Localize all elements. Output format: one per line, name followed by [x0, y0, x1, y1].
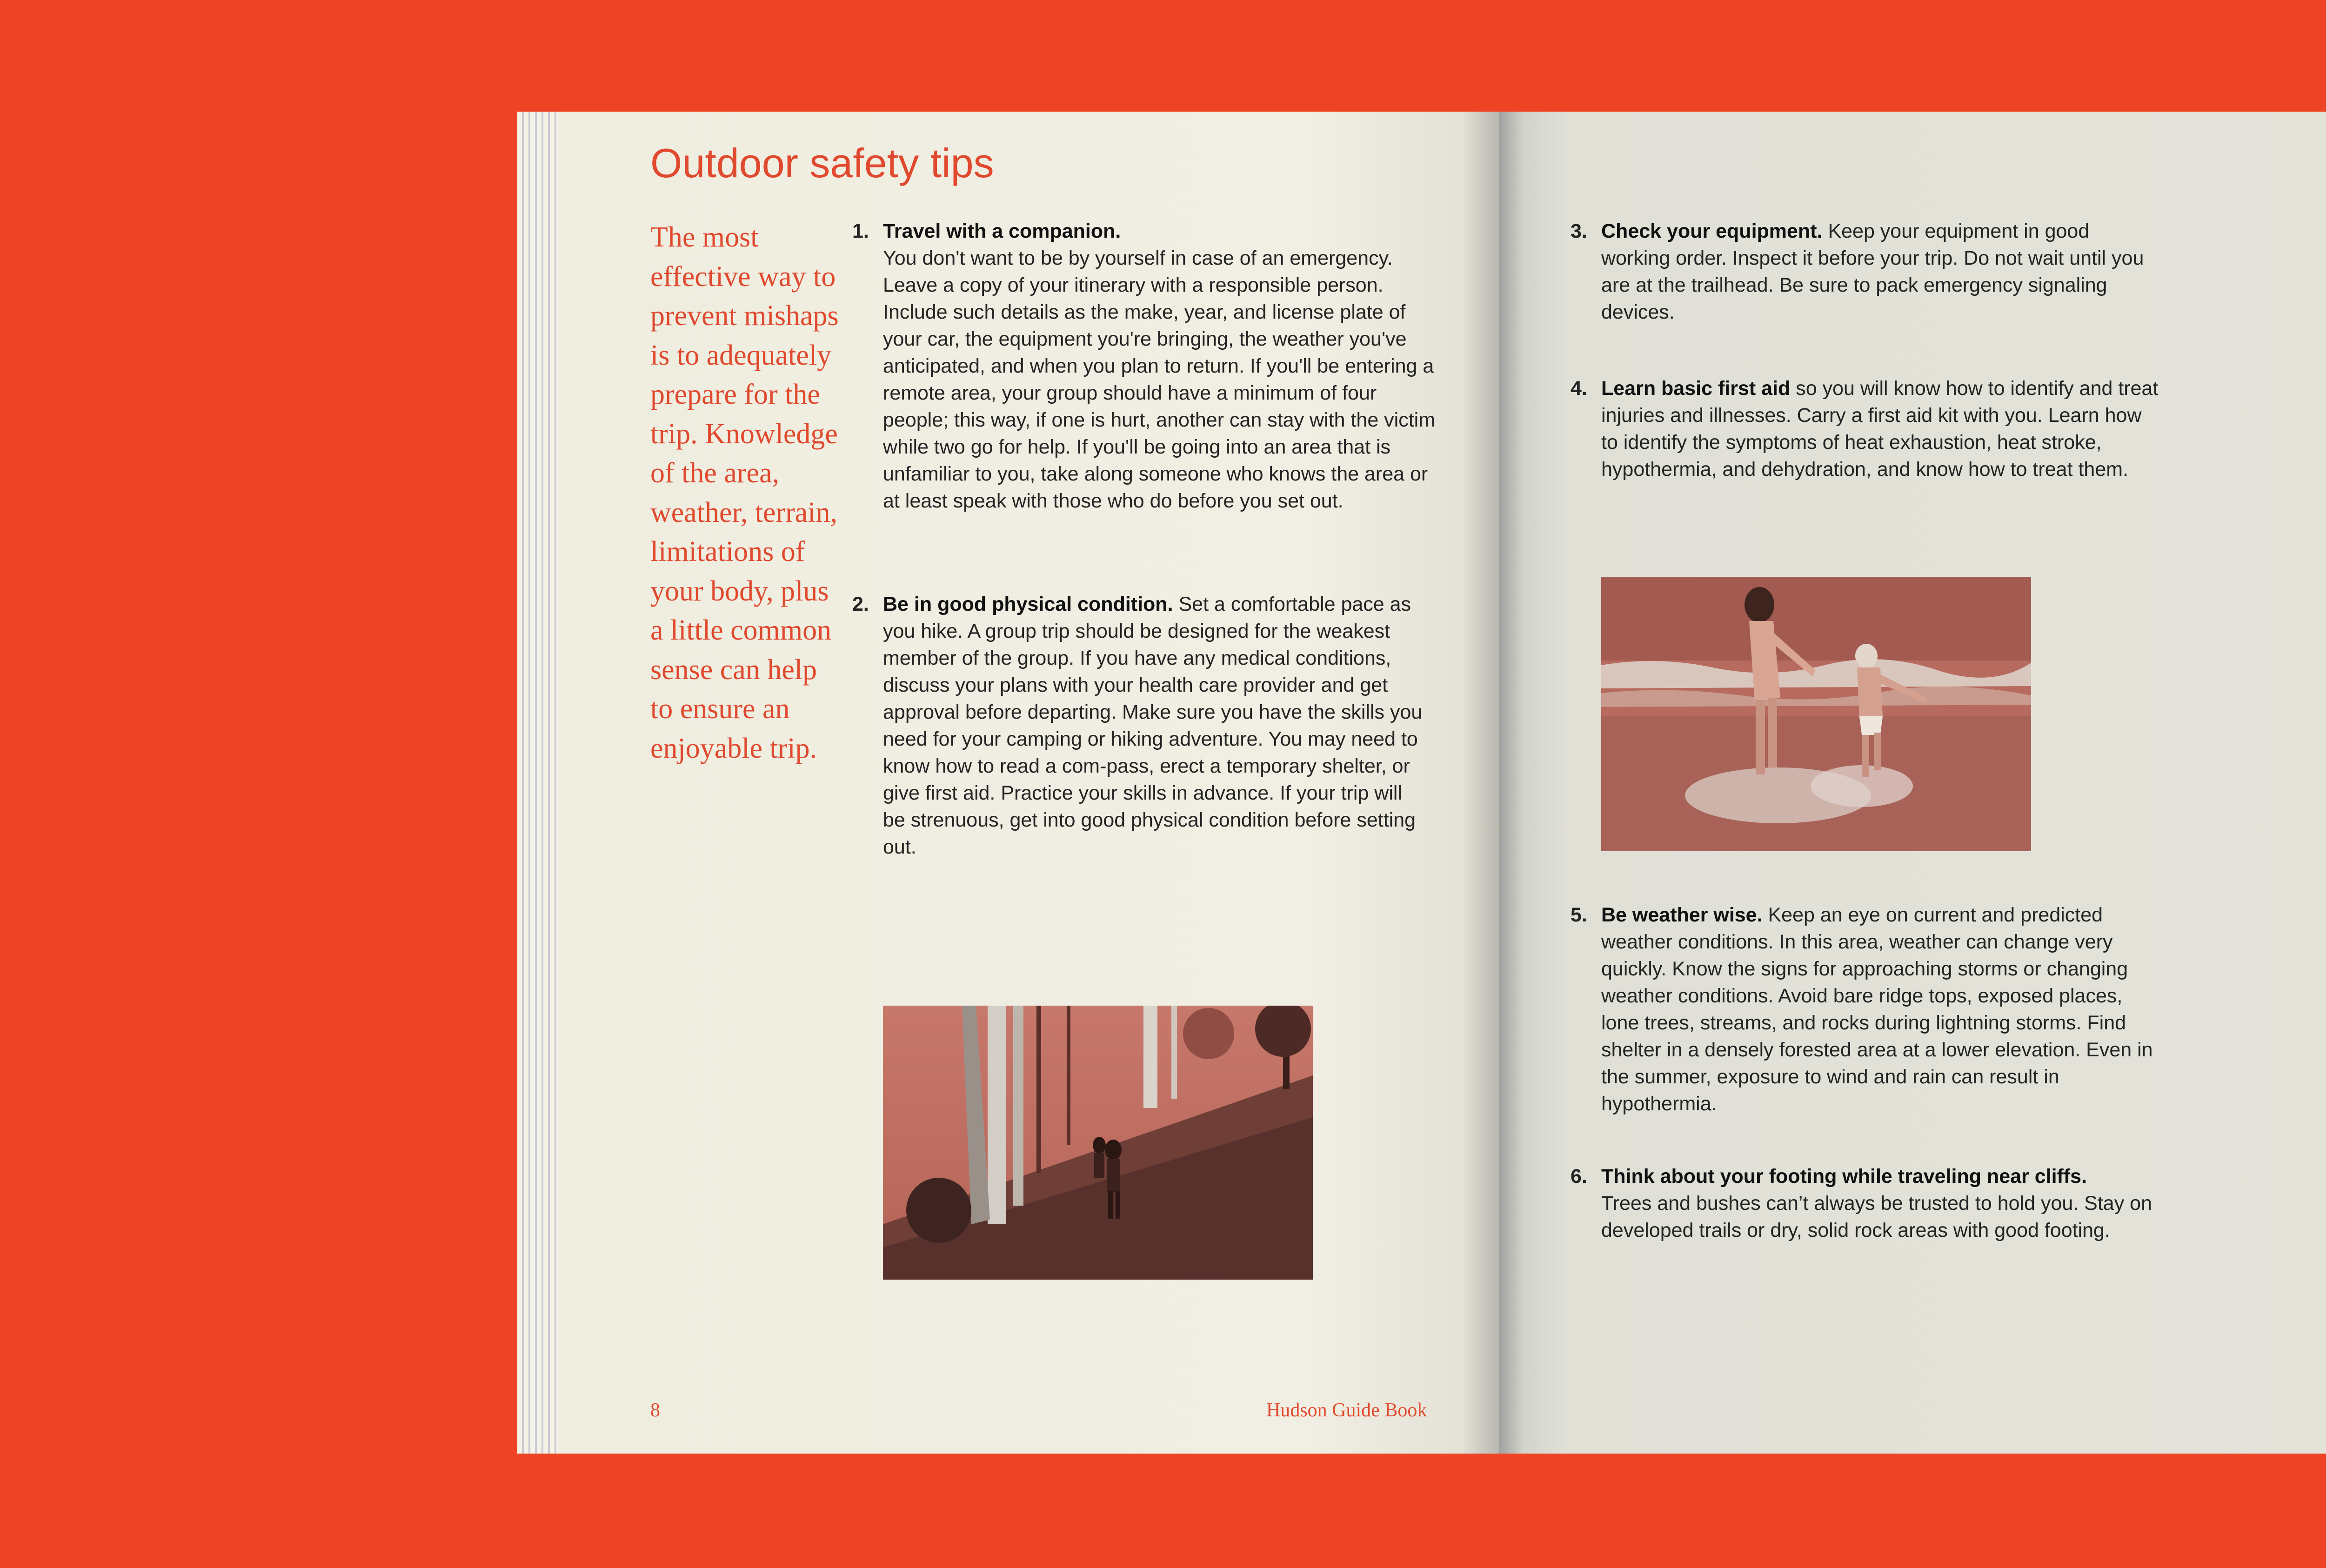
- left-page: [559, 112, 1499, 1454]
- tip-number: 4.: [1571, 377, 1587, 400]
- page-edges-left: [517, 112, 559, 1454]
- tip-body: Keep your equipment in good working order. Inspect it before your trip. Do not wait until you are at the trailhead. Be sure to pack emergency signaling devices.: [1601, 220, 2144, 323]
- tip-5: [1571, 901, 2159, 1117]
- page-number-left: 8: [650, 1400, 660, 1421]
- tip-heading: Be in good physical condition.: [883, 593, 1173, 615]
- tip-number: 3.: [1571, 220, 1587, 242]
- tip-number: 6.: [1571, 1165, 1587, 1188]
- tip-body: Trees and bushes can’t always be trusted to hold you. Stay on developed trails or dry, solid rock areas with good footing.: [1601, 1192, 2152, 1241]
- tip-3: [1571, 218, 2159, 326]
- tip-body: You don't want to be by yourself in case of an emergency. Leave a copy of your itinerary with a responsible person. Include such details as the make, year, and license plate of your car, the equipment you're bringing, the weather you've anticipated, and when you plan to return. If you'll be entering a remote area, your group should have a minimum of four people; this way, if one is hurt, another can stay with the victim while two go for help. If you'll be going into an area that is unfamiliar to you, take along someone who knows the area or at least speak with those who do before you set out.: [883, 247, 1436, 512]
- tip-4: [1571, 375, 2159, 483]
- tip-number: 5.: [1571, 904, 1587, 926]
- tip-body: Keep an eye on current and predicted weather conditions. In this area, weather can change very quickly. Know the signs for approaching storms or changing weather conditions. Avoid bare ridge tops, exposed places, lone trees, streams, and rocks during lightning storms. Find shelter in a densely forested area at a lower elevation. Even in the summer, exposure to wind and rain can result in hypothermia.: [1601, 904, 2153, 1115]
- open-booklet: [517, 112, 2326, 1454]
- right-page: [1499, 112, 2326, 1454]
- tip-number: 2.: [852, 593, 869, 615]
- photo-hikers-on-hillside: [883, 1006, 1313, 1280]
- tip-2: [852, 591, 1427, 861]
- page-title: Outdoor safety tips: [650, 140, 994, 186]
- tip-body: so you will know how to identify and treat injuries and illnesses. Carry a first aid kit with you. Learn how to identify the symptoms of heat exhaustion, heat stroke, hypothermia, and dehydration, and know how to treat them.: [1601, 377, 2159, 480]
- tip-heading: Travel with a companion.: [883, 220, 1121, 242]
- running-footer: Hudson Guide Book: [1266, 1400, 1427, 1421]
- tip-heading: Be weather wise.: [1601, 904, 1763, 926]
- tip-heading: Learn basic first aid: [1601, 377, 1791, 400]
- tip-heading: Think about your footing while traveling near cliffs.: [1601, 1165, 2087, 1188]
- pull-quote: The most effective way to prevent mishaps is to adequately prepare for the trip. Knowledge of the area, weather, terrain, limitations of your body, plus a little common sense can help to ensure an enjoyable trip.: [650, 221, 839, 764]
- tip-number: 1.: [852, 220, 869, 242]
- tip-1: [852, 218, 1441, 514]
- tip-6: [1571, 1163, 2159, 1244]
- tip-body: Set a comfortable pace as you hike. A group trip should be designed for the weakest member of the group. If you have any medical conditions, discuss your plans with your health care provider and get approval before departing. Make sure you have the skills you need for your camping or hiking adventure. You may need to know how to read a com-pass, erect a temporary shelter, or give first aid. Practice your skills in advance. If your trip will be strenuous, get into good physical condition before setting out.: [883, 593, 1423, 858]
- photo-people-running-into-sea: [1601, 577, 2031, 851]
- tip-heading: Check your equipment.: [1601, 220, 1823, 242]
